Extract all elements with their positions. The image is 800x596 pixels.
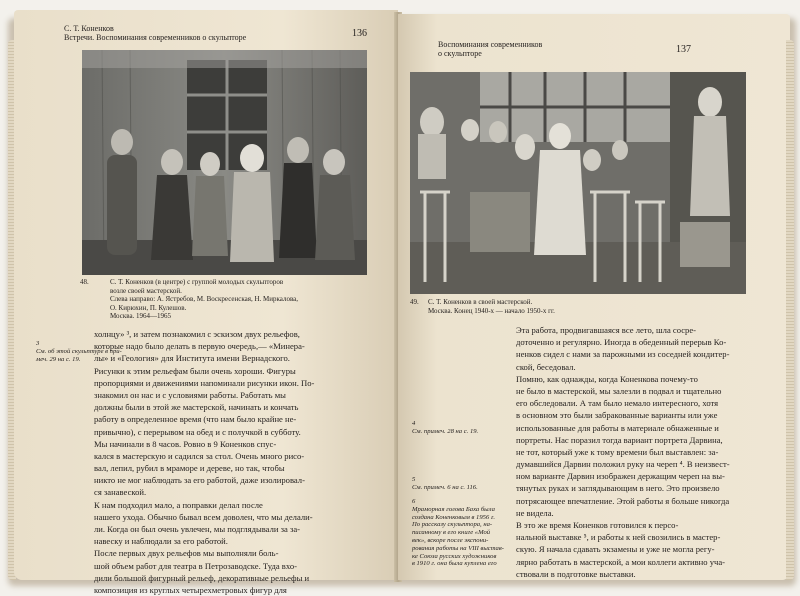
caption-line: С. Т. Коненков в своей мастерской.	[428, 298, 533, 306]
caption-line: Москва. Конец 1940-х — начало 1950-х гг.	[428, 306, 555, 315]
text-line: шой объем работ для театра в Петрозаводске. Туда вхо-	[94, 560, 297, 571]
footnote-number: 5	[412, 476, 416, 483]
text-line: работу в определенное время (что нам было крайне не-	[94, 414, 297, 425]
right-page-edges	[786, 40, 794, 580]
right-page	[398, 14, 790, 580]
text-line: тянутых руках и заглядывающим в него. Это произвело	[516, 483, 720, 494]
text-line: лярно работать в мастерской, а мои коллеги активно уча-	[516, 556, 726, 567]
text-line: Рисунки к этим рельефам были очень хороши. Фигуры	[94, 365, 296, 376]
text-line: пропорциями и движениями напоминали рисунки икон. По-	[94, 377, 315, 388]
footnote-line: См. примеч. 28 на с. 19.	[412, 427, 479, 435]
text-line: ся занавеской.	[94, 487, 147, 498]
text-line: скую. Я начала сдавать экзамены и уже не могла регу-	[516, 544, 715, 555]
text-line: не было в мастерской, мы залезли в подвал и тщательно	[516, 385, 722, 396]
text-line: Мы начинали в 8 часов. Ровно в 9 Коненков спус-	[94, 438, 277, 449]
text-line: должны были в этой же мастерской, начинать и кончать	[94, 402, 299, 413]
footnote-line: меч. 29 на с. 19.	[36, 355, 81, 363]
footnote-line: ке Союза русских художников	[412, 552, 497, 560]
text-line: никто не мог наблюдать за его работой, даже изолировал-	[94, 475, 305, 486]
caption-number: 49.	[410, 298, 419, 306]
caption-line: Москва. 1964—1965	[110, 312, 172, 320]
footnote-line: См. примеч. 6 на с. 116.	[412, 483, 478, 491]
right-running-head	[438, 40, 542, 58]
footnote-line: век», вскоре после экспони-	[412, 536, 489, 544]
footnote-line: По рассказу скульптора, на-	[412, 521, 493, 529]
footnote-number: 3	[36, 340, 40, 347]
text-line: нальной выставке ⁵, и работы к ней свозились в мастер-	[516, 532, 721, 543]
left-page-number: 136	[352, 28, 367, 39]
footnote-line: писанному в его книге «Мой	[412, 529, 491, 537]
running-head-line: Воспоминания современников	[438, 40, 543, 49]
footnote-line: создана Коненковым в 1956 г.	[412, 513, 495, 521]
text-line: ствовали в подготовке выставки.	[516, 568, 636, 579]
caption-line: Слева направо: А. Ястребов, М. Воскресенская, Н. Миркалова,	[110, 295, 299, 303]
text-line: ненков сидел с нами за парожными из соседней кондитер-	[516, 349, 730, 360]
text-line: потрясающее впечатление. Этой работы я больше никогда	[516, 495, 730, 506]
text-line: которые надо было делать в первую очередь,— «Минера-	[94, 341, 305, 352]
caption-line: О. Кирюхин, П. Кулешов.	[110, 303, 187, 312]
caption-line: С. Т. Коненков (в центре) с группой молодых скульпторов	[110, 278, 284, 286]
text-line: не тот, который уже к тому времени был выставлен: за-	[516, 446, 719, 457]
text-line: навеску и наблюдали за его работой.	[94, 536, 228, 547]
left-running-head	[64, 24, 246, 42]
text-line: дили большой фигурный рельеф, декоративные рельефы и	[94, 572, 310, 583]
text-line: вал, лепил, рубил в мраморе и дереве, но так, чтобы	[94, 463, 285, 474]
text-line: знакомил он нас и с условиями работы. Работать мы	[94, 389, 286, 400]
photo-studio-image	[410, 72, 746, 294]
text-line: холнцу» ³, и затем познакомил с эскизом двух рельефов,	[94, 329, 300, 339]
photo-48-caption	[80, 278, 380, 328]
caption-number: 48.	[80, 278, 89, 286]
footnote-number: 4	[412, 420, 416, 427]
text-line: нашего ухода. Обычно бывал всем доволен, что мы делали-	[94, 511, 313, 522]
left-page	[14, 10, 398, 595]
right-footnote-4	[412, 420, 478, 436]
text-line: После первых двух рельефов мы выполняли боль-	[94, 548, 279, 559]
running-head-title: Встречи. Воспоминания современников о скульпторе	[64, 33, 247, 42]
text-line: использованные для работы в материале обнаженные и	[516, 422, 719, 433]
caption-line: возле своей мастерской.	[110, 286, 182, 295]
text-line: Помню, как однажды, когда Коненкова почему-то	[516, 373, 698, 384]
text-line: в основном это были забракованные варианты или уже	[516, 410, 718, 421]
text-line: кался в мастерскую и садился за стол. Очень много рисо-	[94, 450, 305, 461]
text-line: ли. Когда он был очень увлечен, мы подглядывали за за-	[94, 524, 301, 534]
left-body-text	[94, 328, 314, 596]
photo-group-image	[82, 50, 367, 275]
photo-konenkov-studio	[410, 72, 746, 294]
text-line: лы» и «Геология» для Института имени Вернадского.	[94, 353, 290, 364]
right-footnote-5	[412, 476, 478, 492]
text-line: не видела.	[516, 507, 554, 518]
footnote-number: 6	[412, 498, 416, 505]
text-line: привычно), с перерывом на обед и с получкой в субботу.	[94, 426, 301, 437]
footnote-line: в 1910 г. она была куплена его	[412, 560, 497, 568]
running-head-line: о скульпторе	[438, 49, 482, 58]
running-head-author: С. Т. Коненков	[64, 24, 114, 33]
text-line: В это же время Коненков готовился к персо-	[516, 520, 679, 530]
footnote-line: См. об этой скульптуре в при-	[36, 347, 122, 355]
right-footnote-6	[412, 498, 504, 568]
text-line: доточенно и регулярно. Иногда в обеденный перерыв Ко-	[516, 337, 727, 348]
text-line: Эта работа, продвигавшаяся все лето, шла сосре-	[516, 325, 697, 335]
text-line: ской, беседовал.	[516, 361, 576, 372]
text-line: портреты. Нас поразил тогда вариант портрета Дарвина,	[516, 434, 723, 445]
footnote-line: рования работы на VIII выстав-	[412, 544, 504, 552]
photo-49-caption	[410, 298, 740, 320]
text-line: ном варианте Дарвин изображен держащим череп на вы-	[516, 471, 725, 482]
footnote-line: Мраморная голова Баха была	[412, 505, 495, 513]
right-page-number: 137	[676, 44, 691, 55]
photo-group-of-sculptors	[82, 50, 367, 275]
right-body-text	[516, 324, 730, 580]
text-line: К нам подходил мало, а поправки делал после	[94, 499, 263, 510]
text-line: думавшийся Дарвин положил руку на череп ⁴. В неизвест-	[516, 459, 730, 470]
text-line: композиция из круглых четырехметровых фигур для	[94, 584, 287, 595]
text-line: его обследовали. А там было немало интересного, хотя	[516, 398, 719, 409]
